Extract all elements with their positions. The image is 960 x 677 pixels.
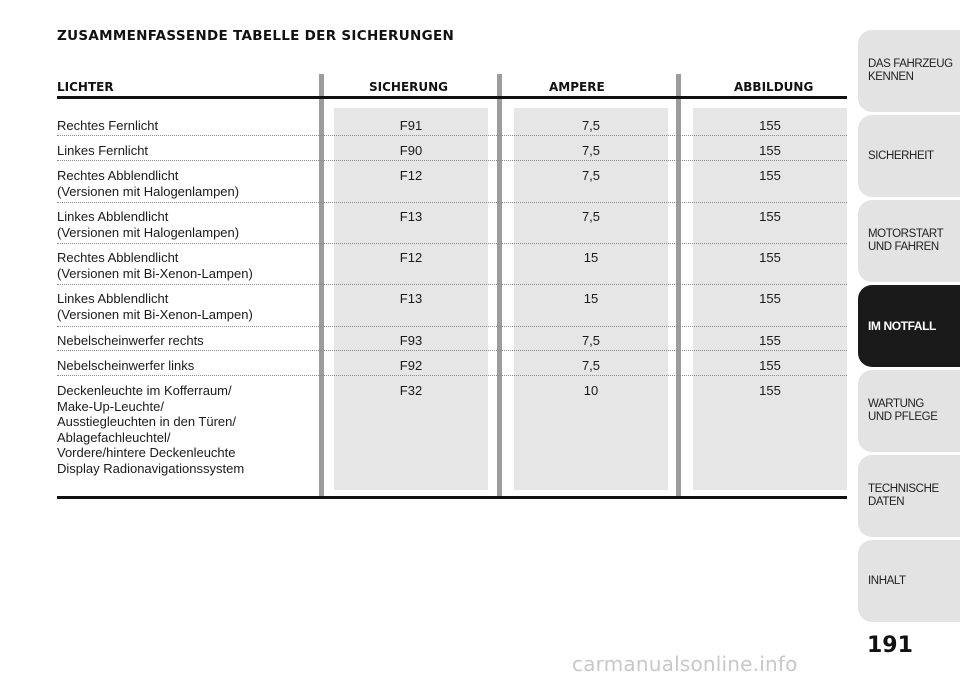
- row-separator: [57, 350, 847, 351]
- section-tab[interactable]: [858, 115, 960, 197]
- row-sicherung: F93: [399, 333, 423, 348]
- row-separator: [57, 326, 847, 327]
- section-tab-label: WARTUNG UND PFLEGE: [868, 398, 938, 423]
- row-abbildung: 155: [759, 333, 781, 348]
- row-abbildung: 155: [759, 291, 781, 306]
- row-ampere: 7,5: [581, 168, 601, 183]
- header-rule: [57, 96, 847, 99]
- row-ampere: 7,5: [581, 333, 601, 348]
- section-tab[interactable]: [858, 540, 960, 622]
- row-ampere: 10: [583, 383, 599, 398]
- row-separator: [57, 243, 847, 244]
- row-sicherung: F32: [399, 383, 423, 398]
- column-divider: [676, 74, 681, 498]
- row-label: Linkes Abblendlicht (Versionen mit Bi-Xenon-Lampen): [57, 291, 253, 322]
- row-label: Linkes Abblendlicht (Versionen mit Halogenlampen): [57, 209, 240, 240]
- row-abbildung: 155: [759, 358, 781, 373]
- row-label: Rechtes Abblendlicht (Versionen mit Bi-Xenon-Lampen): [57, 250, 253, 281]
- row-sicherung: F12: [399, 168, 423, 183]
- row-ampere: 7,5: [581, 118, 601, 133]
- row-label: Deckenleuchte im Kofferraum/ Make-Up-Leuchte/ Ausstiegleuchten in den Türen/ Ablagefachleuchtel/ Vordere/hintere Deckenleuchte Display Radionavigationssystem: [57, 383, 245, 476]
- section-tab-label: SICHERHEIT: [868, 149, 934, 162]
- section-tab-label: TECHNISCHE DATEN: [868, 483, 939, 508]
- section-tab-label: DAS FAHRZEUG KENNEN: [868, 58, 953, 83]
- section-tab[interactable]: [858, 455, 960, 537]
- watermark: carmanualsonline.info: [572, 652, 798, 676]
- row-label: Rechtes Fernlicht: [57, 118, 159, 133]
- row-abbildung: 155: [759, 383, 781, 398]
- section-tab[interactable]: [858, 30, 960, 112]
- column-divider: [319, 74, 324, 498]
- row-separator: [57, 135, 847, 136]
- row-sicherung: F91: [399, 118, 423, 133]
- page-number: 191: [867, 633, 913, 658]
- section-tab[interactable]: [858, 370, 960, 452]
- row-abbildung: 155: [759, 118, 781, 133]
- column-divider: [497, 74, 502, 498]
- row-separator: [57, 284, 847, 285]
- row-abbildung: 155: [759, 250, 781, 265]
- row-sicherung: F92: [399, 358, 423, 373]
- row-separator: [57, 375, 847, 376]
- row-ampere: 15: [583, 291, 599, 306]
- row-label: Linkes Fernlicht: [57, 143, 149, 158]
- header-ampere: AMPERE: [549, 80, 605, 94]
- row-label: Rechtes Abblendlicht (Versionen mit Halogenlampen): [57, 168, 240, 199]
- row-ampere: 15: [583, 250, 599, 265]
- fuse-table: [57, 74, 847, 500]
- row-abbildung: 155: [759, 168, 781, 183]
- header-abbildung: ABBILDUNG: [734, 80, 814, 94]
- row-abbildung: 155: [759, 143, 781, 158]
- header-sicherung: SICHERUNG: [369, 80, 449, 94]
- row-ampere: 7,5: [581, 209, 601, 224]
- bottom-rule: [57, 496, 847, 499]
- section-tab[interactable]: [858, 285, 960, 367]
- row-label: Nebelscheinwerfer links: [57, 358, 195, 373]
- header-lichter: LICHTER: [57, 80, 114, 94]
- row-sicherung: F90: [399, 143, 423, 158]
- row-separator: [57, 160, 847, 161]
- row-abbildung: 155: [759, 209, 781, 224]
- section-tab-label: MOTORSTART UND FAHREN: [868, 228, 944, 253]
- row-sicherung: F13: [399, 291, 423, 306]
- row-sicherung: F12: [399, 250, 423, 265]
- row-ampere: 7,5: [581, 143, 601, 158]
- row-sicherung: F13: [399, 209, 423, 224]
- row-ampere: 7,5: [581, 358, 601, 373]
- row-label: Nebelscheinwerfer rechts: [57, 333, 204, 348]
- row-separator: [57, 202, 847, 203]
- section-tab-label: INHALT: [868, 574, 906, 587]
- section-tab[interactable]: [858, 200, 960, 282]
- page-title: ZUSAMMENFASSENDE TABELLE DER SICHERUNGEN: [57, 28, 455, 44]
- section-tab-label: IM NOTFALL: [868, 318, 936, 333]
